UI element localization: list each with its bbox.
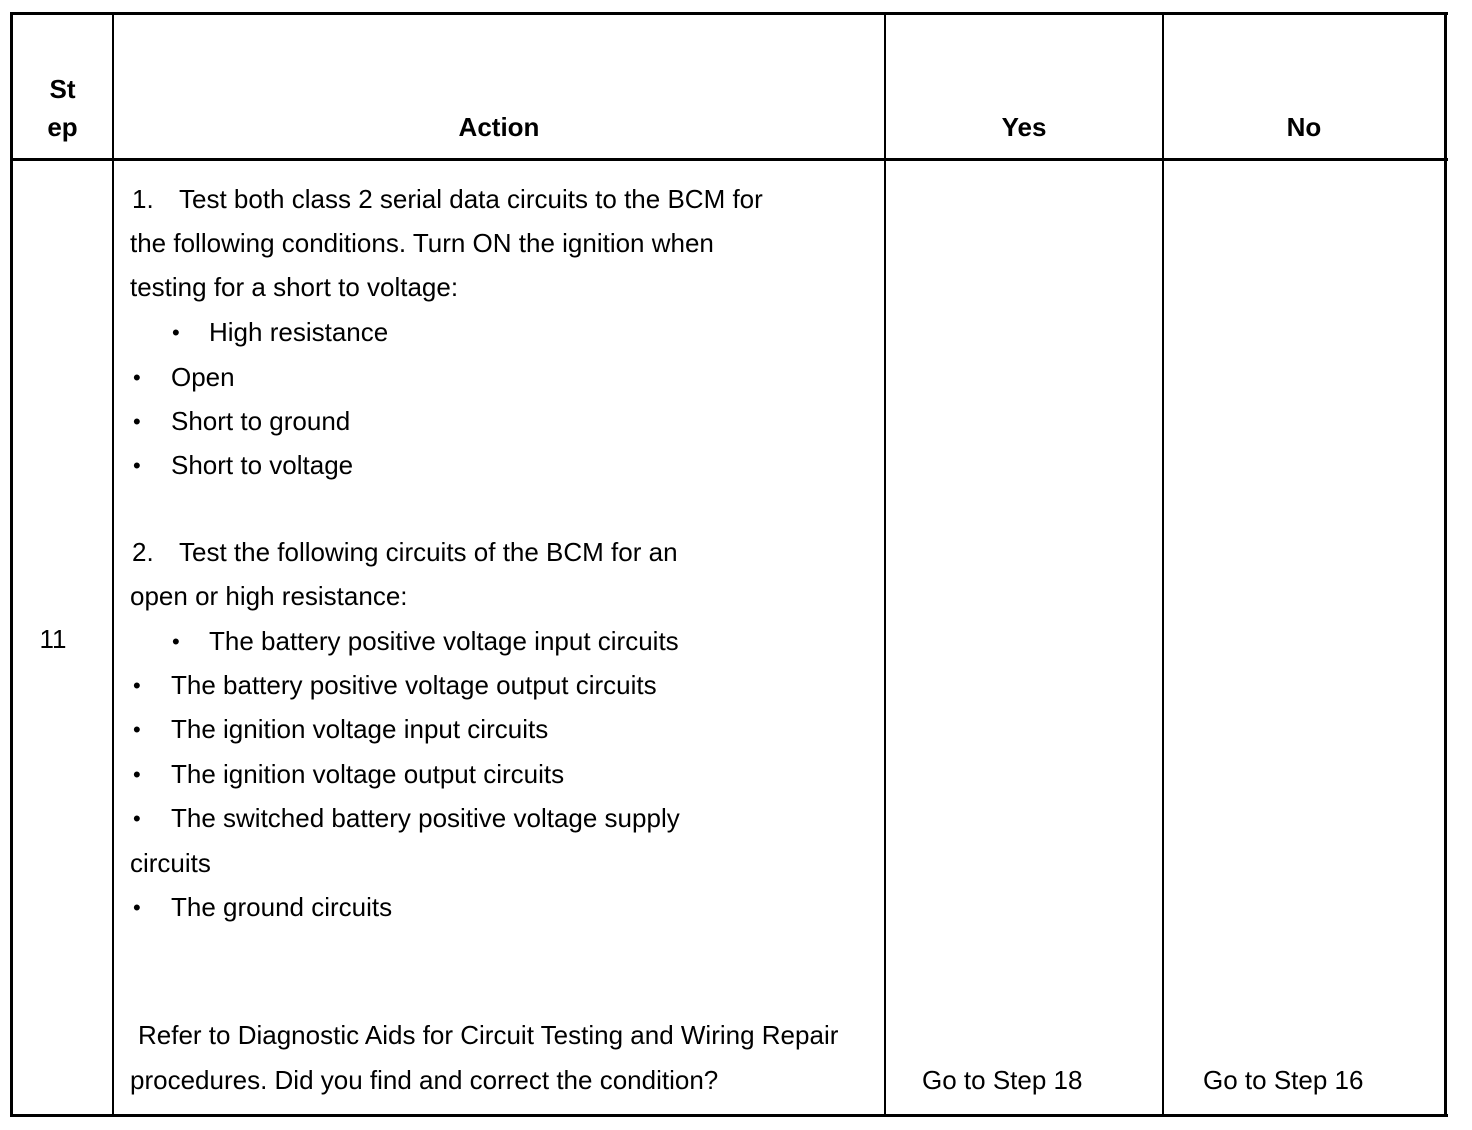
item1-line2: the following conditions. Turn ON the ignition when [130, 228, 714, 258]
table-border-right [1444, 12, 1447, 1117]
item2-line2: open or high resistance: [130, 581, 408, 611]
header-separator [10, 158, 1448, 161]
item1-bullet1: High resistance [209, 317, 389, 347]
no-outcome: Go to Step 16 [1203, 1065, 1364, 1095]
header-step-line2: ep [47, 112, 78, 142]
header-yes: Yes [1001, 112, 1047, 142]
item1-line3: testing for a short to voltage: [130, 272, 459, 302]
item2-bullet6-dot: • [133, 895, 141, 920]
item2-bullet2-dot: • [133, 673, 141, 698]
table-border-left [10, 12, 13, 1117]
item2-bullet5-dot: • [133, 806, 141, 831]
item1-bullet2-dot: • [133, 365, 141, 390]
yes-outcome: Go to Step 18 [922, 1065, 1083, 1095]
item2-bullet1-dot: • [172, 629, 180, 654]
header-step-line1: St [49, 74, 76, 104]
table-border-bottom [10, 1114, 1448, 1117]
item2-bullet5-continuation: circuits [130, 848, 211, 878]
closing-line2: procedures. Did you find and correct the condition? [130, 1065, 719, 1095]
item2-bullet2: The battery positive voltage output circuits [171, 670, 657, 700]
item2-bullet3-dot: • [133, 717, 141, 742]
column-divider-yes-no [1162, 12, 1164, 1117]
item2-bullet5: The switched battery positive voltage supply [171, 803, 680, 833]
column-divider-action-yes [884, 12, 886, 1117]
table-border-top [10, 12, 1448, 15]
item1-bullet2: Open [171, 362, 235, 392]
item2-line1: Test the following circuits of the BCM for an [179, 537, 678, 567]
item2-bullet4-dot: • [133, 762, 141, 787]
item2-number: 2. [132, 537, 154, 567]
item1-bullet1-dot: • [172, 320, 180, 345]
header-action: Action [458, 112, 540, 142]
item1-bullet4-dot: • [133, 453, 141, 478]
item2-bullet3: The ignition voltage input circuits [171, 714, 549, 744]
item1-line1: Test both class 2 serial data circuits to the BCM for [179, 184, 763, 214]
item1-bullet3-dot: • [133, 409, 141, 434]
item1-number: 1. [132, 184, 154, 214]
step-number: 11 [39, 624, 67, 654]
item2-bullet4: The ignition voltage output circuits [171, 759, 565, 789]
item2-bullet6: The ground circuits [171, 892, 393, 922]
item1-bullet4: Short to voltage [171, 450, 354, 480]
item1-bullet3: Short to ground [171, 406, 351, 436]
item2-bullet1: The battery positive voltage input circuits [209, 626, 679, 656]
closing-line1: Refer to Diagnostic Aids for Circuit Testing and Wiring Repair [138, 1020, 839, 1050]
column-divider-step-action [112, 12, 114, 1117]
header-no: No [1286, 112, 1322, 142]
